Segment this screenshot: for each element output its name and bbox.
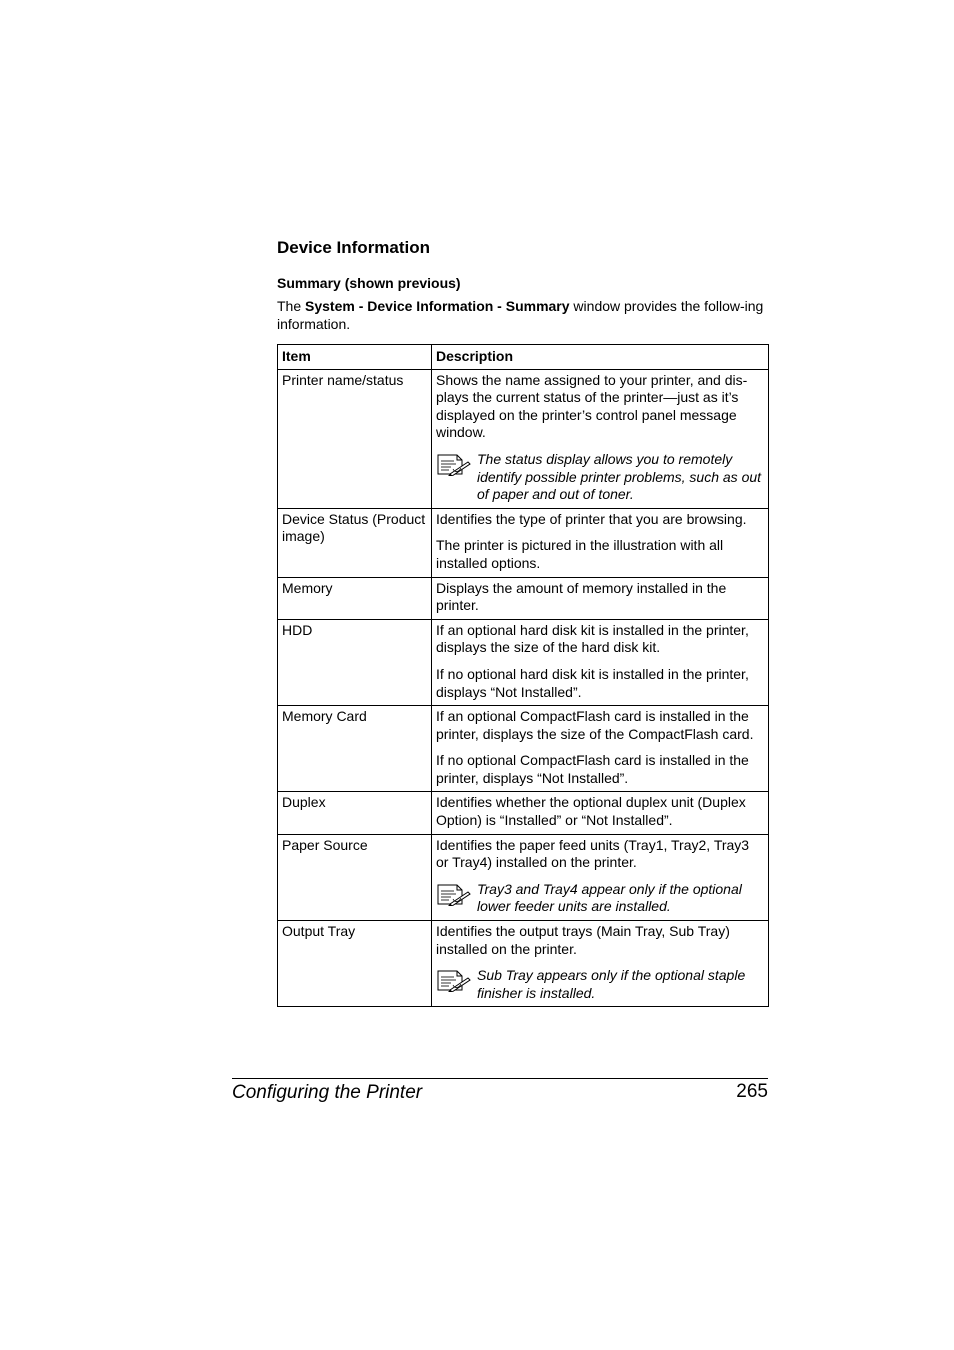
intro-paragraph (277, 298, 768, 333)
description-paragraph: If an optional CompactFlash card is installed in the printer, displays the size of the CompactFlash card. (436, 708, 754, 742)
intro-prefix: The (277, 298, 306, 314)
row-item: Memory Card (278, 706, 432, 792)
table-row (278, 706, 769, 792)
device-info-table (277, 344, 769, 1007)
row-description (432, 369, 769, 508)
note (436, 881, 764, 916)
note-pencil-icon (437, 884, 471, 906)
description-paragraph: If no optional CompactFlash card is installed in the printer, displays “Not Installed”. (436, 752, 749, 786)
table-row (278, 792, 769, 834)
footer-chapter-title: Configuring the Printer (232, 1082, 423, 1103)
table-body (278, 369, 769, 1007)
note (436, 967, 764, 1002)
description-paragraph: Identifies the type of printer that you are browsing. (436, 510, 747, 527)
note-text: The status display allows you to remotely identify possible printer problems, such as out of paper and out of toner. (477, 450, 762, 503)
description-paragraph: Identifies whether the optional duplex unit (Duplex Option) is “Installed” or “Not Installed”. (436, 794, 746, 829)
row-description (432, 792, 769, 834)
row-description (432, 619, 769, 705)
row-item: HDD (278, 619, 432, 705)
table-row (278, 619, 769, 705)
table-row (278, 369, 769, 508)
row-item: Paper Source (278, 834, 432, 920)
table-row (278, 834, 769, 920)
description-paragraph: Displays the amount of memory installed in the printer. (436, 579, 727, 614)
description-paragraph: Identifies the output trays (Main Tray, Sub Tray) installed on the printer. (436, 923, 730, 957)
intro-suffix: window provides the follow-ing information. (277, 298, 764, 332)
row-item: Memory (278, 577, 432, 619)
description-paragraph: If an optional hard disk kit is installed in the printer, displays the size of the hard disk kit. (436, 621, 749, 656)
note (436, 451, 764, 504)
row-item: Duplex (278, 792, 432, 834)
table-row (278, 921, 769, 1007)
table-row (278, 577, 769, 619)
description-paragraph: Shows the name assigned to your printer, and dis-plays the current status of the printer—just as it’s displayed on the printer’s control panel message window. (436, 371, 748, 441)
row-description (432, 706, 769, 792)
row-item: Device Status (Product image) (278, 508, 432, 577)
description-paragraph: Identifies the paper feed units (Tray1, Tray2, Tray3 or Tray4) installed on the printer. (436, 836, 750, 871)
note-pencil-icon (437, 454, 471, 476)
section-title: Device Information (277, 238, 431, 257)
footer-rule (232, 1078, 768, 1079)
note-text: Tray3 and Tray4 appear only if the optional lower feeder units are installed. (477, 880, 742, 915)
description-paragraph: If no optional hard disk kit is installed in the printer, displays “Not Installed”. (436, 665, 749, 700)
header-item: Item (278, 345, 432, 370)
subsection-title: Summary (shown previous) (277, 275, 461, 291)
table-row (278, 508, 769, 577)
intro-window-name: System - Device Information - Summary (305, 298, 570, 314)
row-description (432, 834, 769, 920)
description-paragraph: The printer is pictured in the illustration with all installed options. (436, 537, 724, 571)
row-description (432, 508, 769, 577)
page-content (277, 236, 768, 1007)
row-description (432, 921, 769, 1007)
row-item: Output Tray (278, 921, 432, 1007)
row-description (432, 577, 769, 619)
row-item: Printer name/status (278, 369, 432, 508)
table-header-row (278, 345, 769, 370)
note-text: Sub Tray appears only if the optional staple finisher is installed. (477, 967, 746, 1001)
header-description: Description (432, 345, 769, 370)
footer-page-number: 265 (736, 1081, 768, 1102)
note-pencil-icon (437, 970, 471, 992)
